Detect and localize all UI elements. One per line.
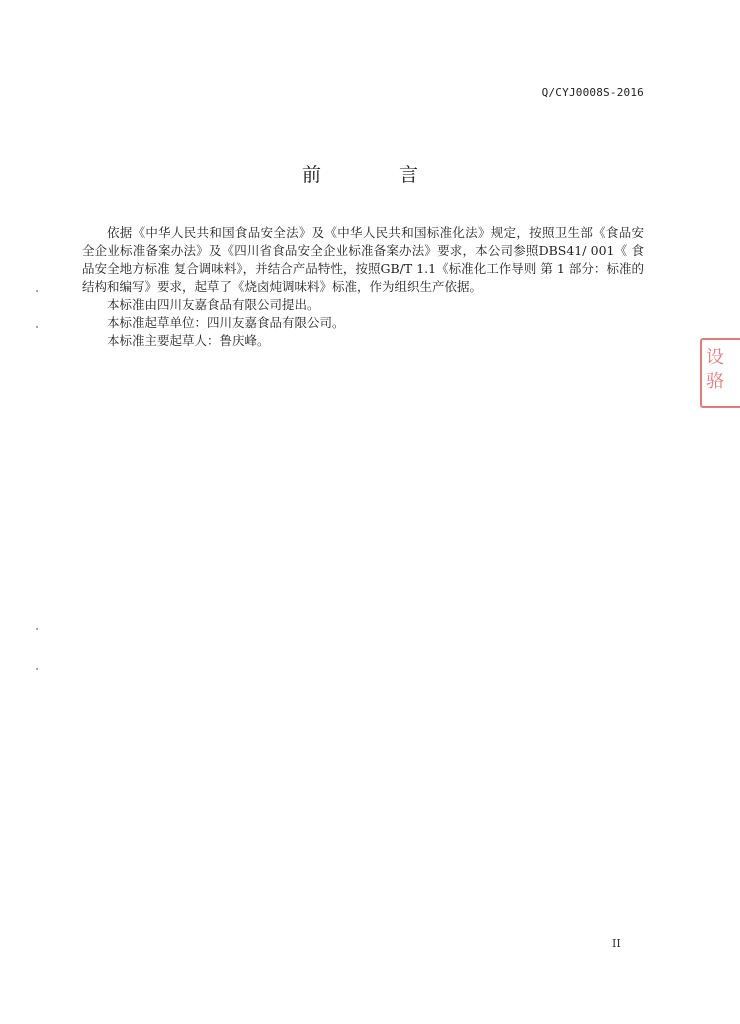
scan-speck — [36, 326, 38, 328]
scan-speck — [36, 290, 38, 292]
paragraph-drafter: 本标准主要起草人：鲁庆峰。 — [107, 333, 270, 348]
paragraph-proposer: 本标准由四川友嘉食品有限公司提出。 — [107, 297, 320, 312]
red-seal-stamp — [700, 338, 740, 408]
page-title: 前 言 — [301, 164, 455, 186]
document-code: Q/CYJ0008S-2016 — [541, 86, 644, 99]
foreword-body — [82, 224, 644, 350]
seal-glyph: 设 — [706, 347, 724, 368]
scan-speck — [36, 668, 38, 670]
seal-glyph: 骆 — [706, 371, 724, 392]
scan-speck — [36, 628, 38, 630]
paragraph-basis: 依据《中华人民共和国食品安全法》及《中华人民共和国标准化法》规定，按照卫生部《食品安全企业标准备案办法》及《四川省食品安全企业标准备案办法》要求，本公司参照DBS41/ 001《 食品安全地方标准 复合调味料》，并结合产品特性，按照GB/T 1.1《标准化工作导则 第 1 部分：标准的结构和编写》要求，起草了《烧卤炖调味料》标准，作为组织生产依据。 — [82, 225, 644, 294]
page-number: II — [612, 937, 621, 950]
paragraph-drafting-unit: 本标准起草单位：四川友嘉食品有限公司。 — [107, 315, 345, 330]
